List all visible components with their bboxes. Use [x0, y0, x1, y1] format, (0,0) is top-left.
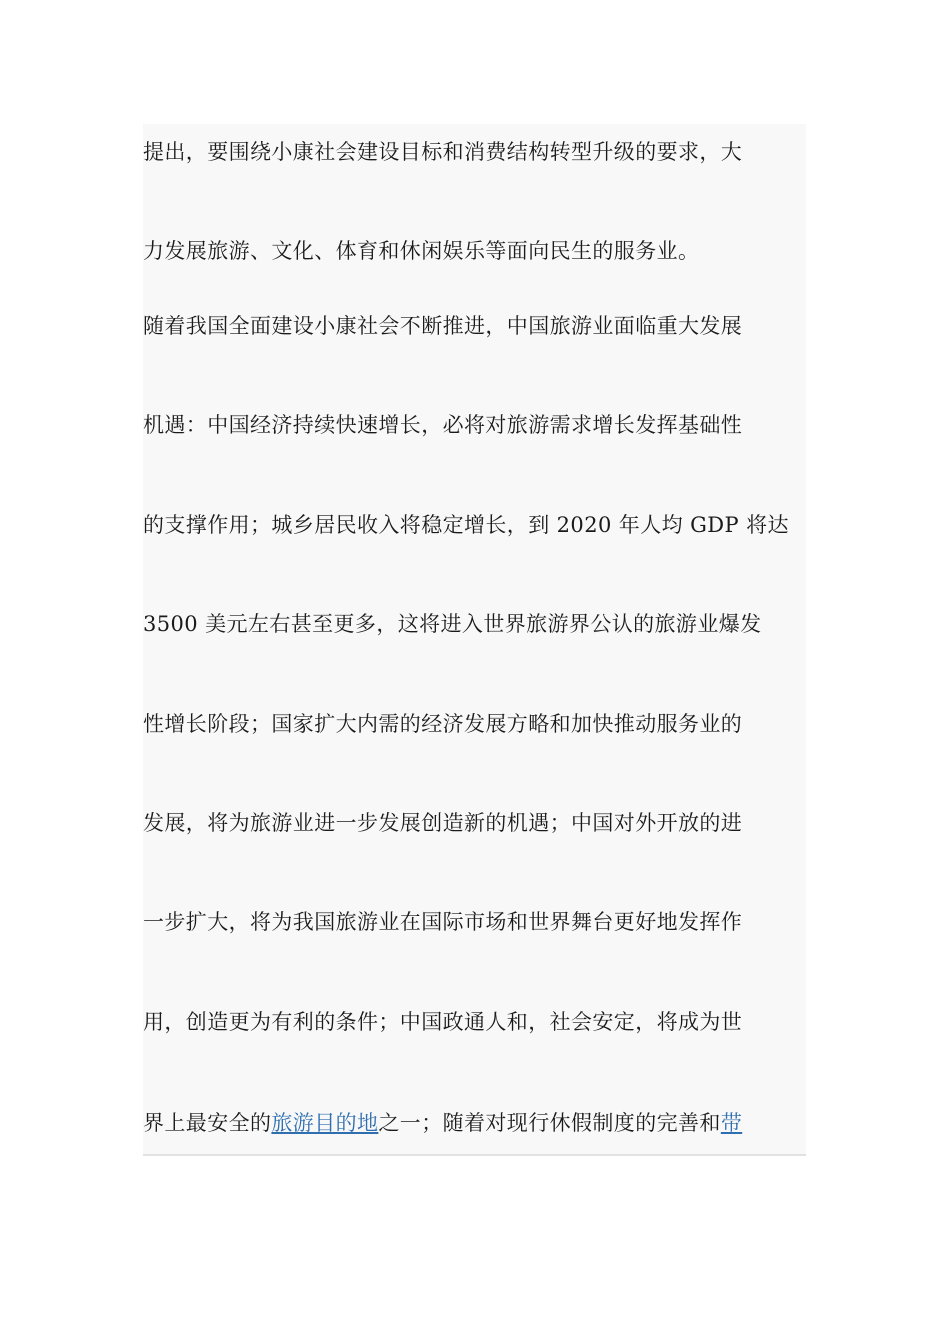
paragraph-line: 提出，要围绕小康社会建设目标和消费结构转型升级的要求，大	[143, 140, 743, 164]
paragraph-line: 一步扩大，将为我国旅游业在国际市场和世界舞台更好地发挥作	[143, 910, 743, 934]
paragraph-line: 的支撑作用；城乡居民收入将稳定增长，到 2020 年人均 GDP 将达	[143, 513, 789, 537]
paragraph-line: 用，创造更为有利的条件；中国政通人和，社会安定，将成为世	[143, 1010, 743, 1034]
paragraph-line: 力发展旅游、文化、体育和休闲娱乐等面向民生的服务业。	[143, 239, 700, 263]
paragraph-line: 性增长阶段；国家扩大内需的经济发展方略和加快推动服务业的	[143, 712, 743, 736]
paragraph-line: 3500 美元左右甚至更多，这将进入世界旅游界公认的旅游业爆发	[143, 612, 762, 636]
line-text: 界上最安全的	[143, 1111, 272, 1135]
link-tourist-destination[interactable]: 旅游目的地	[271, 1111, 379, 1135]
text-block-background	[143, 124, 806, 1156]
line-text: 之一；随着对现行休假制度的完善和	[378, 1111, 721, 1135]
paragraph-line: 机遇：中国经济持续快速增长，必将对旅游需求增长发挥基础性	[143, 413, 743, 437]
paragraph-line-with-links	[143, 1108, 742, 1138]
paragraph-line: 随着我国全面建设小康社会不断推进，中国旅游业面临重大发展	[143, 314, 743, 338]
paragraph-line: 发展，将为旅游业进一步发展创造新的机遇；中国对外开放的进	[143, 811, 743, 835]
link-dai[interactable]: 带	[720, 1111, 743, 1135]
